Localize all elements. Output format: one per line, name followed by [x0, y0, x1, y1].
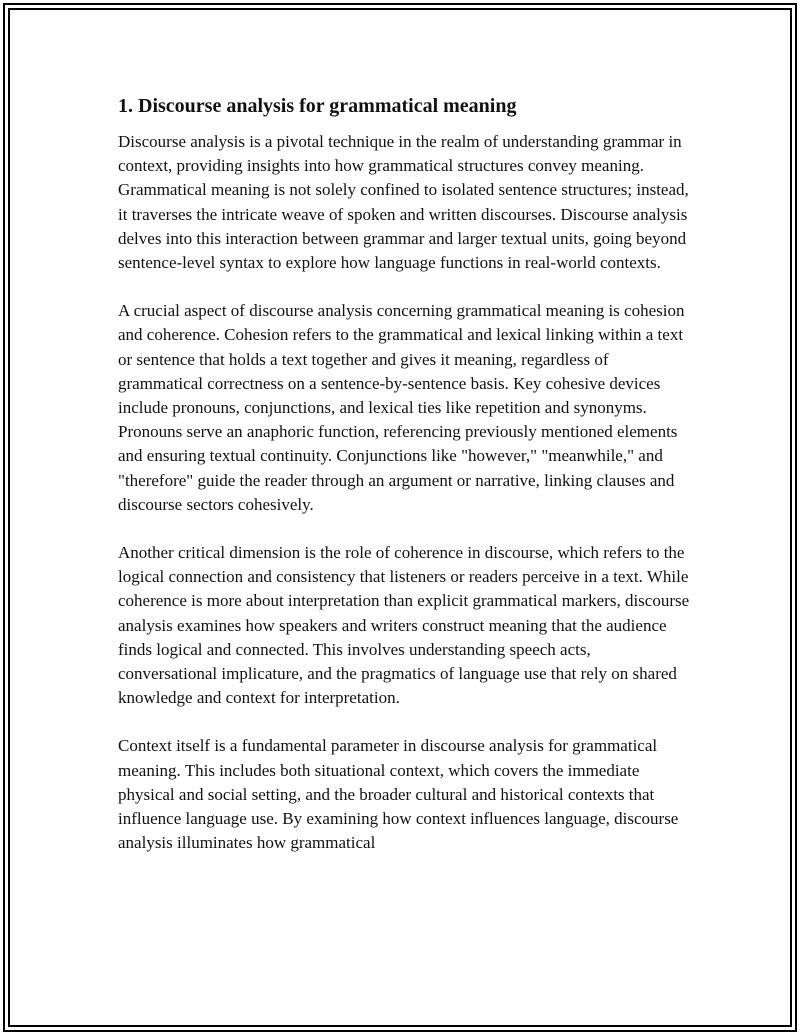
paragraph-3: Another critical dimension is the role of coherence in discourse, which refers to the logical connection and consistency that listeners or readers perceive in a text. While coherence is more about interpretation than explicit grammatical markers, discourse analysis examines how speakers and writers construct meaning that the audience finds logical and connected. This involves understanding speech acts, conversational implicature, and the pragmatics of language use that rely on shared knowledge and context for interpretation. [118, 543, 690, 708]
paragraph-4: Context itself is a fundamental parameter in discourse analysis for grammatical meaning. This includes both situational context, which covers the immediate physical and social setting, and the broader cultural and historical contexts that influence language use. By examining how context influences language, discourse analysis illuminates how grammatical [118, 736, 679, 853]
section-heading: 1. Discourse analysis for grammatical meaning [118, 95, 517, 117]
paragraph-2: A crucial aspect of discourse analysis concerning grammatical meaning is cohesion and coherence. Cohesion refers to the grammatical and lexical linking within a text or sentence that holds a text together and gives it meaning, regardless of grammatical correctness on a sentence-by-sentence basis. Key cohesive devices include pronouns, conjunctions, and lexical ties like repetition and synonyms. Pronouns serve an anaphoric function, referencing previously mentioned elements and ensuring textual continuity. Conjunctions like "however," "meanwhile," and "therefore" guide the reader through an argument or narrative, linking clauses and discourse sectors cohesively. [118, 301, 685, 514]
document-body [118, 92, 690, 879]
paragraph-1: Discourse analysis is a pivotal technique in the realm of understanding grammar in context, providing insights into how grammatical structures convey meaning. Grammatical meaning is not solely confined to isolated sentence structures; instead, it traverses the intricate weave of spoken and written discourses. Discourse analysis delves into this interaction between grammar and larger textual units, going beyond sentence-level syntax to explore how language functions in real-world contexts. [118, 132, 689, 273]
